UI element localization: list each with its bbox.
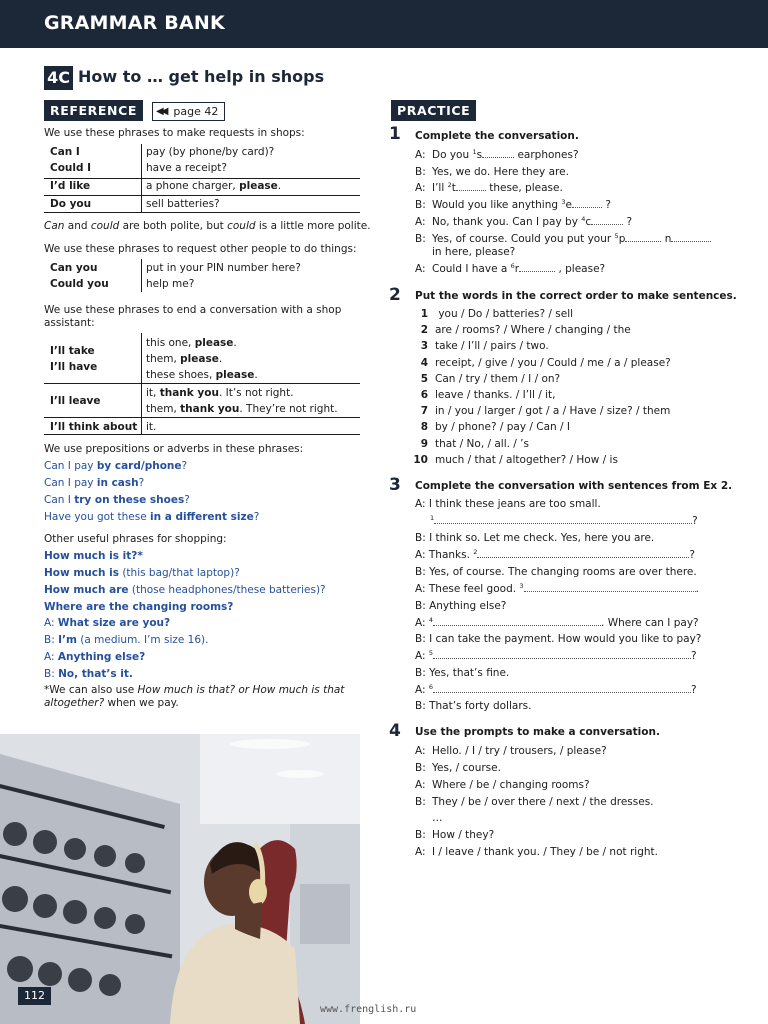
ex4-line <box>415 795 654 809</box>
ex1-speaker: B: <box>415 199 426 211</box>
ex1-gap-tail: ? <box>623 216 633 228</box>
dialog-4: B: No, that’s it. <box>44 668 133 680</box>
ex3-number: 3 <box>389 475 401 495</box>
ex2-item <box>409 356 671 370</box>
prep-2: Can I pay in cash? <box>44 477 145 489</box>
ex1-text: No, thank you. Can I pay by <box>432 216 582 228</box>
end-right-4: it, thank you. It’s not right. <box>146 387 294 399</box>
ex1-gap-blank[interactable] <box>456 181 486 191</box>
ex2-item-text: you / Do / batteries? / sell <box>435 308 574 320</box>
ex1-text: I’ll <box>432 182 448 194</box>
ex3-line-6: B: Anything else? <box>415 600 507 612</box>
ex3-line-3[interactable]: A: Thanks. $^2$ ? <box>415 548 695 561</box>
end-right-2: them, please. <box>146 353 223 365</box>
ex2-item <box>409 307 573 321</box>
ex4-number: 4 <box>389 721 401 741</box>
ex3-line-10: B: Yes, that’s fine. <box>415 667 510 679</box>
ex1-gap-letter: s <box>476 149 483 161</box>
ex2-item-text: are / rooms? / Where / changing / the <box>435 324 631 337</box>
useful-1: How much is it?* <box>44 550 143 562</box>
note-line-1: *We can also use How much is that? or How much is that <box>44 684 345 696</box>
ex1-gap-letter: t <box>451 182 456 194</box>
prep-1: Can I pay by card/phone? <box>44 460 188 472</box>
ex4-speaker: B: <box>415 762 426 774</box>
ex1-gap-tail: earphones? <box>514 149 579 161</box>
ex1-gap-blank[interactable] <box>591 215 623 225</box>
shop-photo <box>0 734 360 1024</box>
ex1-text: Could I have a <box>432 263 511 275</box>
ex2-item-number: 7 <box>420 405 428 418</box>
intro-useful: Other useful phrases for shopping: <box>44 533 227 545</box>
ex2-item-number: 1 <box>420 308 428 320</box>
ex1-gap-letter: e <box>565 199 572 211</box>
ex2-item-text: by / phone? / pay / Can / I <box>435 421 570 434</box>
req-left-3: I’d like <box>50 180 91 192</box>
ex1-line[interactable] <box>415 215 632 229</box>
ex1-gap-blank[interactable] <box>625 232 661 242</box>
ex1-gap-letter: p <box>618 233 626 245</box>
page-number: 112 <box>18 987 51 1005</box>
ex2-item <box>409 388 556 402</box>
req-right-4: sell batteries? <box>146 198 220 210</box>
req-left-1: Can I <box>50 146 80 158</box>
ex1-gap-blank[interactable] <box>482 148 514 158</box>
dialog-2: B: I’m (a medium. I’m size 16). <box>44 634 209 646</box>
intro-end-2: assistant: <box>44 317 95 329</box>
ex1-gap-tail: ? <box>602 199 611 211</box>
ex2-item-number: 2 <box>420 324 428 337</box>
ex4-text: They / be / over there / next / the dresses. <box>432 796 654 808</box>
ex1-gap-tail: these, please. <box>485 182 563 194</box>
ex2-item-text: that / No, / all. / ’s <box>435 437 529 450</box>
ex2-item-text: much / that / altogether? / How / is <box>435 453 618 466</box>
ex1-line <box>415 245 515 259</box>
ex1-gap-number: 6 <box>510 262 515 270</box>
ex1-gap-letter: r <box>514 263 520 275</box>
ex2-item <box>409 372 560 386</box>
page-ref-link[interactable] <box>152 102 225 121</box>
ex4-text: … <box>432 812 443 824</box>
woman-headphones-illustration <box>0 734 360 1024</box>
ex2-item-number: 3 <box>420 340 428 353</box>
ex3-instruction: Complete the conversation with sentences from Ex 2. <box>415 480 733 492</box>
ex4-speaker: A: <box>415 745 426 757</box>
ex2-item <box>409 453 618 467</box>
ex1-gap-letter: c <box>585 216 592 228</box>
ex2-item <box>409 420 570 434</box>
ex2-item <box>409 339 549 353</box>
useful-2: How much is (this bag/that laptop)? <box>44 567 240 579</box>
prep-4: Have you got these in a different size? <box>44 511 260 523</box>
ex4-text: How / they? <box>432 829 495 841</box>
ex1-line[interactable] <box>415 181 563 195</box>
end-right-1: this one, please. <box>146 337 237 349</box>
intro-others: We use these phrases to request other people to do things: <box>44 243 357 255</box>
ex1-speaker: A: <box>415 149 426 161</box>
ex2-item-text: Can / try / them / I / on? <box>435 372 561 385</box>
ex1-text: Yes, we do. Here they are. <box>432 166 569 178</box>
end-right-5: them, thank you. They’re not right. <box>146 403 338 415</box>
ex4-line <box>415 811 443 825</box>
ex2-item-text: take / I’ll / pairs / two. <box>435 340 549 353</box>
dialog-1: A: What size are you? <box>44 617 171 629</box>
req-right-1: pay (by phone/by card)? <box>146 146 275 158</box>
ex2-item <box>409 323 631 337</box>
end-have: I’ll have <box>50 361 98 373</box>
ex1-speaker: B: <box>415 233 426 245</box>
req-right-2: have a receipt? <box>146 162 227 174</box>
intro-requests: We use these phrases to make requests in shops: <box>44 127 305 139</box>
ex1-gap-number: 4 <box>581 215 586 223</box>
note-line-2: altogether? when we pay. <box>44 697 179 709</box>
dialog-3: A: Anything else? <box>44 651 146 663</box>
req-left-4: Do you <box>50 198 92 210</box>
useful-3: How much are (those headphones/these batteries)? <box>44 584 326 596</box>
ex1-speaker: B: <box>415 166 426 178</box>
end-leave: I’ll leave <box>50 395 101 407</box>
ex1-gap-number: 1 <box>472 148 477 156</box>
ex3-line-2: B: I think so. Let me check. Yes, here you are. <box>415 532 655 544</box>
other-left-1: Can you <box>50 262 98 274</box>
ex2-instruction: Put the words in the correct order to make sentences. <box>415 290 737 302</box>
prep-3: Can I try on these shoes? <box>44 494 190 506</box>
ex3-line-1: A: I think these jeans are too small. <box>415 498 601 510</box>
site-url[interactable]: www.frenglish.ru <box>320 1004 417 1015</box>
ex4-line <box>415 744 607 758</box>
ex4-speaker: B: <box>415 829 426 841</box>
ex4-speaker: A: <box>415 846 426 858</box>
ex1-speaker: A: <box>415 216 426 228</box>
rewind-icon: ◀◀ <box>156 106 166 117</box>
header-title: GRAMMAR BANK <box>44 12 225 34</box>
ex2-item <box>409 404 670 418</box>
ex2-item-number: 8 <box>420 421 428 434</box>
polite-note: Can and could are both polite, but could is a little more polite. <box>44 220 371 232</box>
ex1-gap-blank-2[interactable] <box>671 232 711 242</box>
page-header <box>0 0 768 48</box>
ex1-speaker: A: <box>415 263 426 275</box>
ex1-gap-blank[interactable] <box>519 262 555 272</box>
end-take: I’ll take <box>50 345 95 357</box>
ex1-gap-blank[interactable] <box>572 198 602 208</box>
ex1-text: Do you <box>432 149 473 161</box>
other-right-2: help me? <box>146 278 195 290</box>
ex2-item-number: 6 <box>420 389 428 401</box>
ex2-item-text: leave / thanks. / I’ll / it, <box>435 389 556 401</box>
page-ref-text: page 42 <box>173 105 219 118</box>
ex2-item-number: 10 <box>413 453 428 466</box>
ex1-line[interactable] <box>415 198 611 212</box>
ex1-line[interactable] <box>415 262 605 276</box>
other-right-1: put in your PIN number here? <box>146 262 301 274</box>
ex1-gap-number: 3 <box>561 198 566 206</box>
reference-label: REFERENCE <box>44 100 143 121</box>
ex3-gap-1[interactable]: $^1$ ? <box>430 514 698 527</box>
ex1-line[interactable] <box>415 148 579 162</box>
ex3-line-9[interactable]: A: $^5$ ? <box>415 649 697 662</box>
ex1-line <box>415 165 569 179</box>
ex3-line-8: B: I can take the payment. How would you like to pay? <box>415 633 702 645</box>
ex1-speaker: A: <box>415 182 426 194</box>
ex4-line <box>415 845 658 859</box>
ex2-item-text: in / you / larger / got / a / Have / size? / them <box>435 405 671 418</box>
ex1-line[interactable] <box>415 232 711 246</box>
ex1-text: Yes, of course. Could you put your <box>432 233 615 245</box>
ex3-line-4: B: Yes, of course. The changing rooms are over there. <box>415 566 697 578</box>
ex1-text: Would you like anything <box>432 199 562 211</box>
section-title: How to … get help in shops <box>78 67 325 86</box>
ex3-line-12: B: That’s forty dollars. <box>415 700 532 712</box>
useful-4: Where are the changing rooms? <box>44 601 234 613</box>
ex2-item-number: 9 <box>420 437 428 450</box>
ex1-number: 1 <box>389 124 401 144</box>
ex3-line-7[interactable]: A: $^4$ . Where can I pay? <box>415 616 699 629</box>
ex2-item-number: 5 <box>420 372 428 385</box>
ex4-instruction: Use the prompts to make a conversation. <box>415 726 660 738</box>
ex2-item <box>409 437 529 451</box>
ex1-instruction: Complete the conversation. <box>415 130 579 142</box>
ex4-text: I / leave / thank you. / They / be / not right. <box>432 846 658 858</box>
ex1-gap-number: 2 <box>447 181 452 189</box>
ex4-line <box>415 828 494 842</box>
other-left-2: Could you <box>50 278 109 290</box>
end-right-6: it. <box>146 421 157 433</box>
req-right-3: a phone charger, please. <box>146 180 282 192</box>
practice-label: PRACTICE <box>391 100 476 121</box>
req-left-2: Could I <box>50 162 92 174</box>
ex4-text: Where / be / changing rooms? <box>432 779 590 791</box>
ex3-line-11[interactable]: A: $^6$ ? <box>415 683 697 696</box>
ex4-speaker: A: <box>415 779 426 791</box>
ex4-line <box>415 778 590 792</box>
ex1-text: in here, please? <box>432 246 516 258</box>
ex4-text: Yes, / course. <box>432 762 501 774</box>
ex1-gap-tail: , please? <box>555 263 606 275</box>
ex4-text: Hello. / I / try / trousers, / please? <box>432 745 607 757</box>
ex1-gap-tail: n <box>661 233 672 245</box>
ex2-number: 2 <box>389 285 401 305</box>
ex3-line-5[interactable]: A: These feel good. $^3$ . <box>415 582 699 595</box>
ex4-line <box>415 761 501 775</box>
ex2-item-number: 4 <box>420 356 428 369</box>
section-tag: 4C <box>44 66 73 90</box>
end-think: I’ll think about <box>50 421 138 433</box>
intro-prep: We use prepositions or adverbs in these phrases: <box>44 443 304 455</box>
ex4-speaker: B: <box>415 796 426 808</box>
ex1-gap-number: 5 <box>614 232 619 240</box>
intro-end-1: We use these phrases to end a conversation with a shop <box>44 304 342 316</box>
ex2-item-text: receipt, / give / you / Could / me / a / please? <box>435 356 671 369</box>
end-right-3: these shoes, please. <box>146 369 258 381</box>
